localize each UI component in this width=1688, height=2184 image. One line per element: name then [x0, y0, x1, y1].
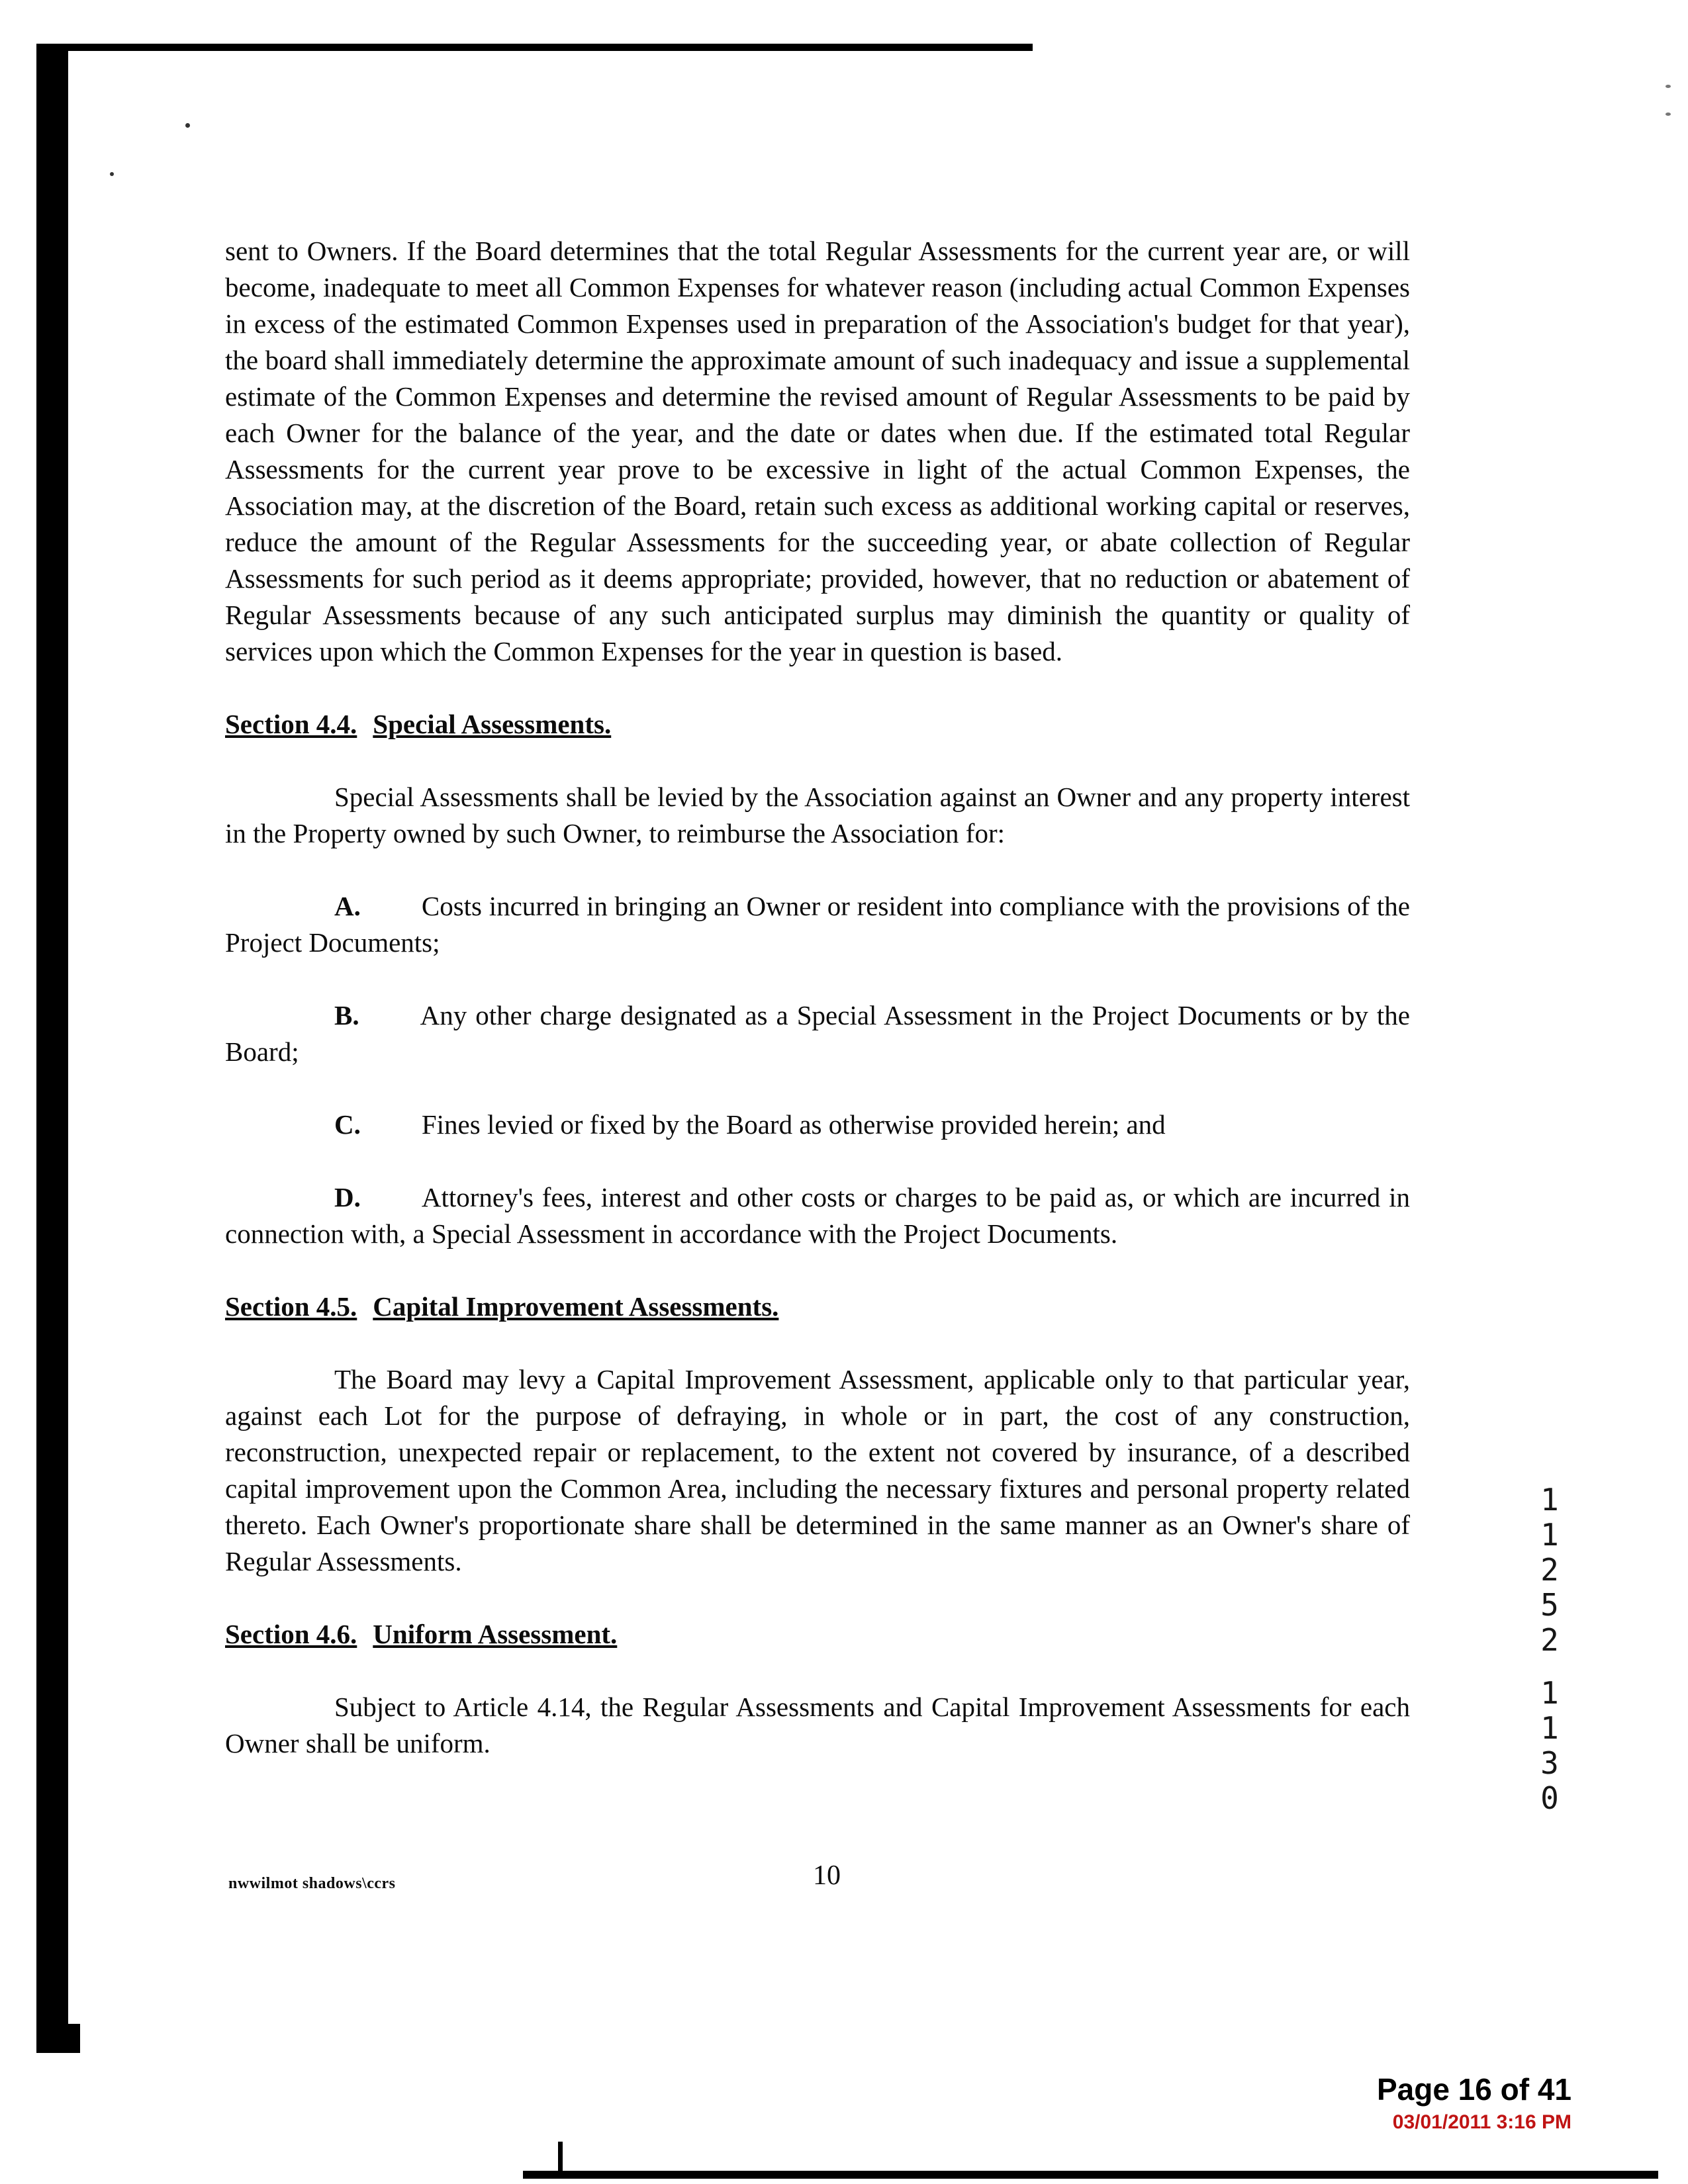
stamp-digit: 3	[1540, 1745, 1559, 1781]
page-content	[225, 233, 1410, 1798]
stamp-digit: 1	[1540, 1710, 1559, 1746]
stamp-digit: 2	[1540, 1552, 1559, 1588]
scan-speck	[1665, 85, 1671, 88]
scan-tick-mark	[558, 2142, 563, 2176]
stamp-digit: 0	[1540, 1780, 1559, 1816]
section-4-6-number: Section 4.6.	[225, 1619, 357, 1649]
list-item-a-text: Costs incurred in bringing an Owner or resident into compliance with the provisions of the Project Documents;	[225, 891, 1410, 958]
scan-border-top	[36, 44, 1033, 51]
list-item-c	[225, 1107, 1410, 1143]
stamp-digit: 1	[1540, 1482, 1559, 1518]
list-item-c-text: Fines levied or fixed by the Board as otherwise provided herein; and	[421, 1109, 1166, 1140]
stamp-digit: 1	[1540, 1675, 1559, 1711]
scan-border-bottom-line	[523, 2171, 1658, 2179]
section-4-6-title: Uniform Assessment.	[373, 1619, 618, 1649]
list-item-a-label: A.	[334, 891, 361, 921]
section-4-5-paragraph: The Board may levy a Capital Improvement Assessment, applicable only to that particular year, against each Lot for the purpose of defraying, in whole or in part, the cost of any construction, reconstruction, unexpected repair or replacement, to the extent not covered by insurance, of a described capital improvement upon the Common Area, including the necessary fixtures and personal property related thereto. Each Owner's proportionate share shall be determined in the same manner as an Owner's share of Regular Assessments.	[225, 1364, 1410, 1576]
section-4-6-heading	[225, 1616, 1410, 1653]
scan-speck	[185, 123, 190, 128]
scan-speck	[1665, 113, 1671, 116]
stamp-digit: 1	[1540, 1517, 1559, 1553]
list-item-a	[225, 888, 1410, 961]
margin-stamp-top	[1533, 1482, 1566, 1658]
section-4-4-intro: Special Assessments shall be levied by the Association against an Owner and any property interest in the Property owned by such Owner, to reimburse the Association for:	[225, 782, 1410, 848]
list-item-c-label: C.	[334, 1109, 361, 1140]
section-4-5-number: Section 4.5.	[225, 1291, 357, 1322]
list-item-d	[225, 1179, 1410, 1252]
section-4-6-paragraph: Subject to Article 4.14, the Regular Assessments and Capital Improvement Assessments for each Owner shall be uniform.	[225, 1692, 1410, 1758]
stamp-digit: 5	[1540, 1587, 1559, 1623]
stamp-digit: 2	[1540, 1622, 1559, 1658]
document-reference: nwwilmot shadows\ccrs	[228, 1875, 396, 1892]
scan-speck	[110, 172, 114, 176]
list-item-d-label: D.	[334, 1182, 361, 1212]
section-4-4-title: Special Assessments.	[373, 709, 612, 739]
scan-border-left	[36, 46, 68, 2053]
print-timestamp: 03/01/2011 3:16 PM	[1392, 2111, 1571, 2133]
pagination-stamp	[1377, 2071, 1571, 2134]
pagination-label: Page 16 of 41	[1376, 2072, 1571, 2107]
section-4-4-heading	[225, 706, 1410, 743]
list-item-b-label: B.	[334, 1000, 359, 1030]
page-number: 10	[813, 1860, 841, 1891]
list-item-b	[225, 997, 1410, 1070]
section-4-4-number: Section 4.4.	[225, 709, 357, 739]
margin-stamp-bottom	[1533, 1676, 1566, 1816]
section-4-5-heading	[225, 1289, 1410, 1325]
section-4-5-title: Capital Improvement Assessments.	[373, 1291, 779, 1322]
body-paragraph-continuation: sent to Owners. If the Board determines that the total Regular Assessments for the current year are, or will become, inadequate to meet all Common Expenses for whatever reason (including actual Common Expenses in excess of the estimated Common Expenses used in preparation of the Association's budget for that year), the board shall immediately determine the approximate amount of such inadequacy and issue a supplemental estimate of the Common Expenses and determine the revised amount of Regular Assessments to be paid by each Owner for the balance of the year, and the date or dates when due. If the estimated total Regular Assessments for the current year prove to be excessive in light of the actual Common Expenses, the Association may, at the discretion of the Board, retain such excess as additional working capital or reserves, reduce the amount of the Regular Assessments for the succeeding year, or abate collection of Regular Assessments for such period as it deems appropriate; provided, however, that no reduction or abatement of Regular Assessments because of any such anticipated surplus may diminish the quantity or quality of services upon which the Common Expenses for the year in question is based.	[225, 236, 1410, 666]
list-item-d-text: Attorney's fees, interest and other costs or charges to be paid as, or which are incurred in connection with, a Special Assessment in accordance with the Project Documents.	[225, 1182, 1410, 1249]
scan-border-bottom-left	[36, 2024, 80, 2053]
list-item-b-text: Any other charge designated as a Special Assessment in the Project Documents or by the Board;	[225, 1000, 1410, 1067]
